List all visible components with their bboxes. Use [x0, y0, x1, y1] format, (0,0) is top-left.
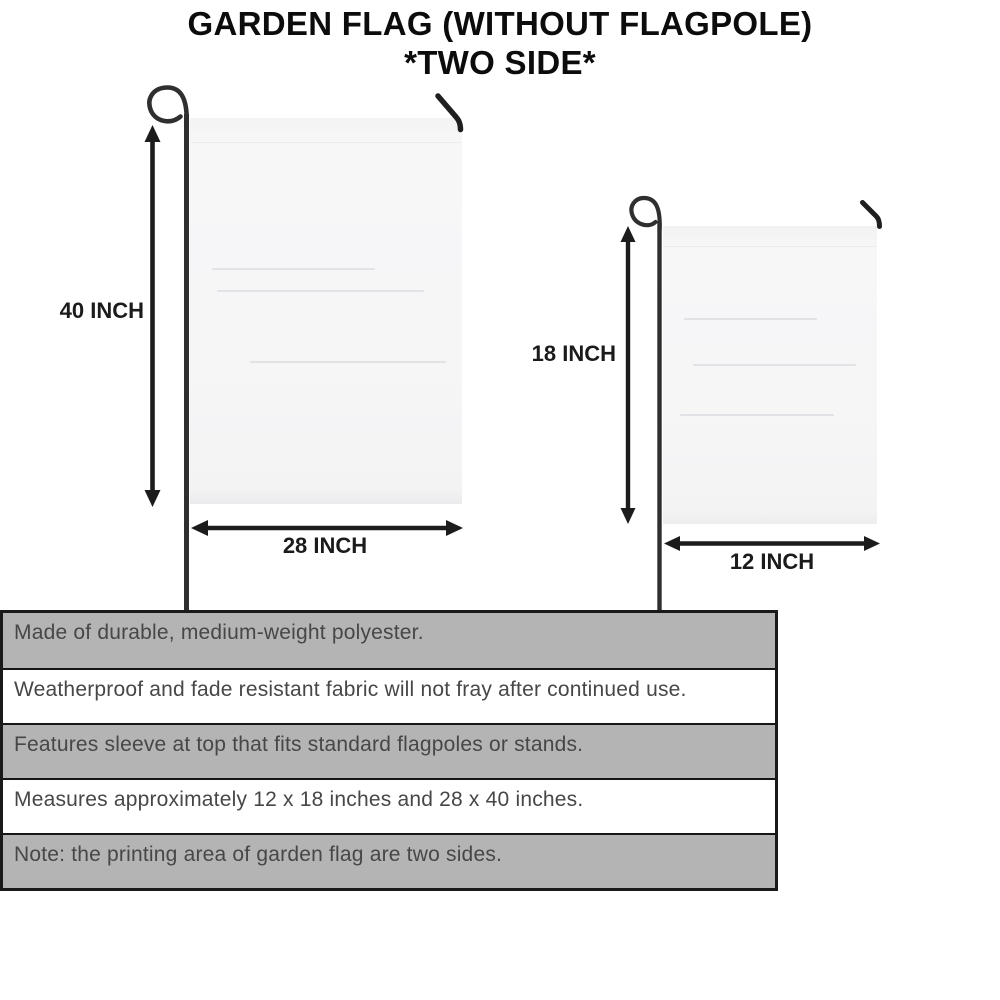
- small-flag-width-label: 12 INCH: [729, 549, 815, 574]
- large-height-arrow-icon: [145, 125, 161, 507]
- features-table: [0, 610, 778, 891]
- large-flag-width-label: 28 INCH: [282, 533, 368, 558]
- small-flag-hook-icon: [863, 203, 880, 227]
- small-flagpole-loop-icon: [631, 198, 659, 231]
- small-height-arrow-icon: [621, 226, 636, 524]
- small-flag-height-label: 18 INCH: [531, 341, 616, 366]
- large-flag-hook-icon: [438, 96, 461, 130]
- large-flagpole-loop-icon: [149, 88, 186, 127]
- page-title-line-1: GARDEN FLAG (WITHOUT FLAGPOLE): [187, 5, 813, 42]
- feature-row: Features sleeve at top that fits standard flagpoles or stands.: [3, 723, 775, 778]
- feature-row: Made of durable, medium-weight polyester.: [3, 613, 775, 668]
- page-title-line-2: *TWO SIDE*: [404, 44, 596, 81]
- feature-row: Weatherproof and fade resistant fabric will not fray after continued use.: [3, 668, 775, 723]
- feature-row: Note: the printing area of garden flag are two sides.: [3, 833, 775, 888]
- feature-row: Measures approximately 12 x 18 inches and 28 x 40 inches.: [3, 778, 775, 833]
- large-flag-height-label: 40 INCH: [59, 298, 144, 323]
